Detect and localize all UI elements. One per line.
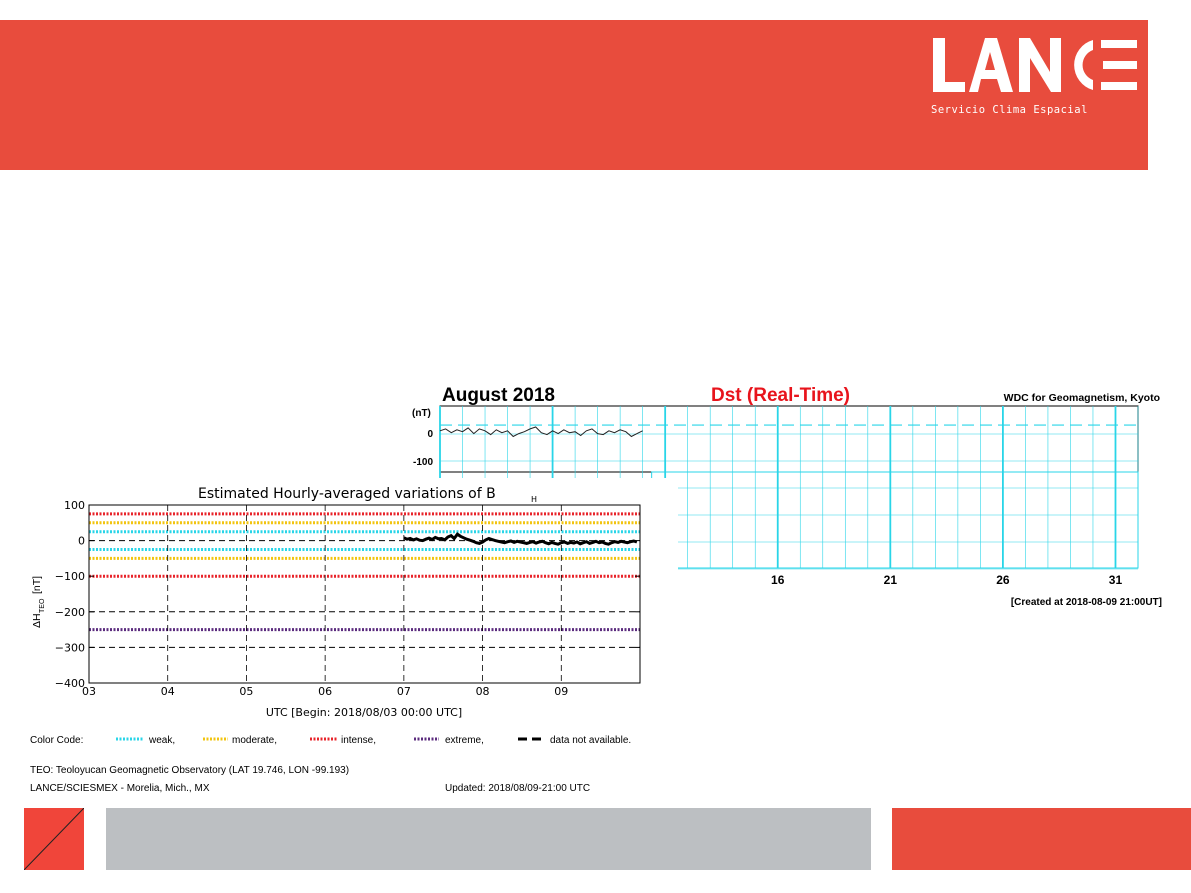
legend-weak: weak,: [149, 735, 176, 746]
teo-ytick-4: −300: [54, 641, 85, 655]
teo-title: Estimated Hourly-averaged variations of B: [198, 486, 496, 502]
teo-observatory: TEO: Teoloyucan Geomagnetic Observatory (LAT 19.746, LON -99.193): [30, 765, 350, 776]
footer-block-left: [24, 808, 84, 870]
teo-xtick-03: 03: [82, 685, 96, 698]
legend-moderate: moderate,: [232, 735, 278, 746]
legend-label: Color Code:: [30, 735, 84, 746]
teo-ylabel: ΔH: [31, 613, 43, 628]
dst-xtick-16: 16: [771, 573, 785, 587]
teo-plot-frame: [89, 505, 640, 683]
teo-ytick-1: 0: [78, 534, 85, 548]
teo-ytick-2: −100: [54, 570, 85, 584]
teo-xlabel: UTC [Begin: 2018/08/03 00:00 UTC]: [265, 706, 463, 719]
brand-subtitle: Servicio Clima Espacial: [931, 104, 1088, 116]
teo-xtick-04: 04: [160, 685, 175, 698]
teo-chart: [18, 478, 678, 798]
legend-intense: intense,: [341, 735, 377, 746]
dst-ytick-1: -100: [412, 457, 433, 468]
teo-xtick-08: 08: [475, 685, 490, 698]
dst-title-month: August 2018: [442, 385, 555, 406]
dst-ytick-0: 0: [427, 429, 433, 440]
dst-xtick-31: 31: [1108, 573, 1123, 587]
dst-xtick-21: 21: [883, 573, 898, 587]
teo-ylabel-sub: TEO: [39, 598, 46, 613]
teo-xtick-07: 07: [396, 685, 411, 698]
lance-logo: [925, 30, 1147, 100]
dst-xtick-26: 26: [996, 573, 1010, 587]
teo-xtick-09: 09: [554, 685, 569, 698]
teo-xtick-05: 05: [239, 685, 254, 698]
teo-title-sub: H: [531, 495, 538, 504]
teo-ytick-3: −200: [54, 605, 85, 619]
teo-xtick-06: 06: [318, 685, 333, 698]
legend-extreme: extreme,: [445, 735, 484, 746]
dst-upper-frame: [440, 406, 1138, 472]
dst-title: Dst (Real-Time): [711, 385, 851, 406]
teo-ytick-0: 100: [64, 499, 85, 512]
dst-source: WDC for Geomagnetism, Kyoto: [1003, 392, 1160, 404]
teo-updated: Updated: 2018/08/09-21:00 UTC: [445, 783, 591, 794]
teo-credit: LANCE/SCIESMEX - Morelia, Mich., MX: [30, 783, 210, 794]
teo-ytick-5: −400: [54, 677, 85, 690]
dst-ylabel: (nT): [412, 408, 431, 419]
teo-series-line: [404, 534, 637, 544]
teo-ylabel-unit: [nT]: [31, 575, 43, 594]
legend-na: data not available.: [550, 735, 632, 746]
footer-block-right: [892, 808, 1191, 870]
teo-legend: [30, 735, 631, 794]
dst-lower-frame: [652, 472, 1138, 568]
dst-series-line: [440, 427, 643, 437]
footer-block-middle: [106, 808, 871, 870]
dst-created-note: [Created at 2018-08-09 21:00UT]: [1010, 597, 1162, 608]
